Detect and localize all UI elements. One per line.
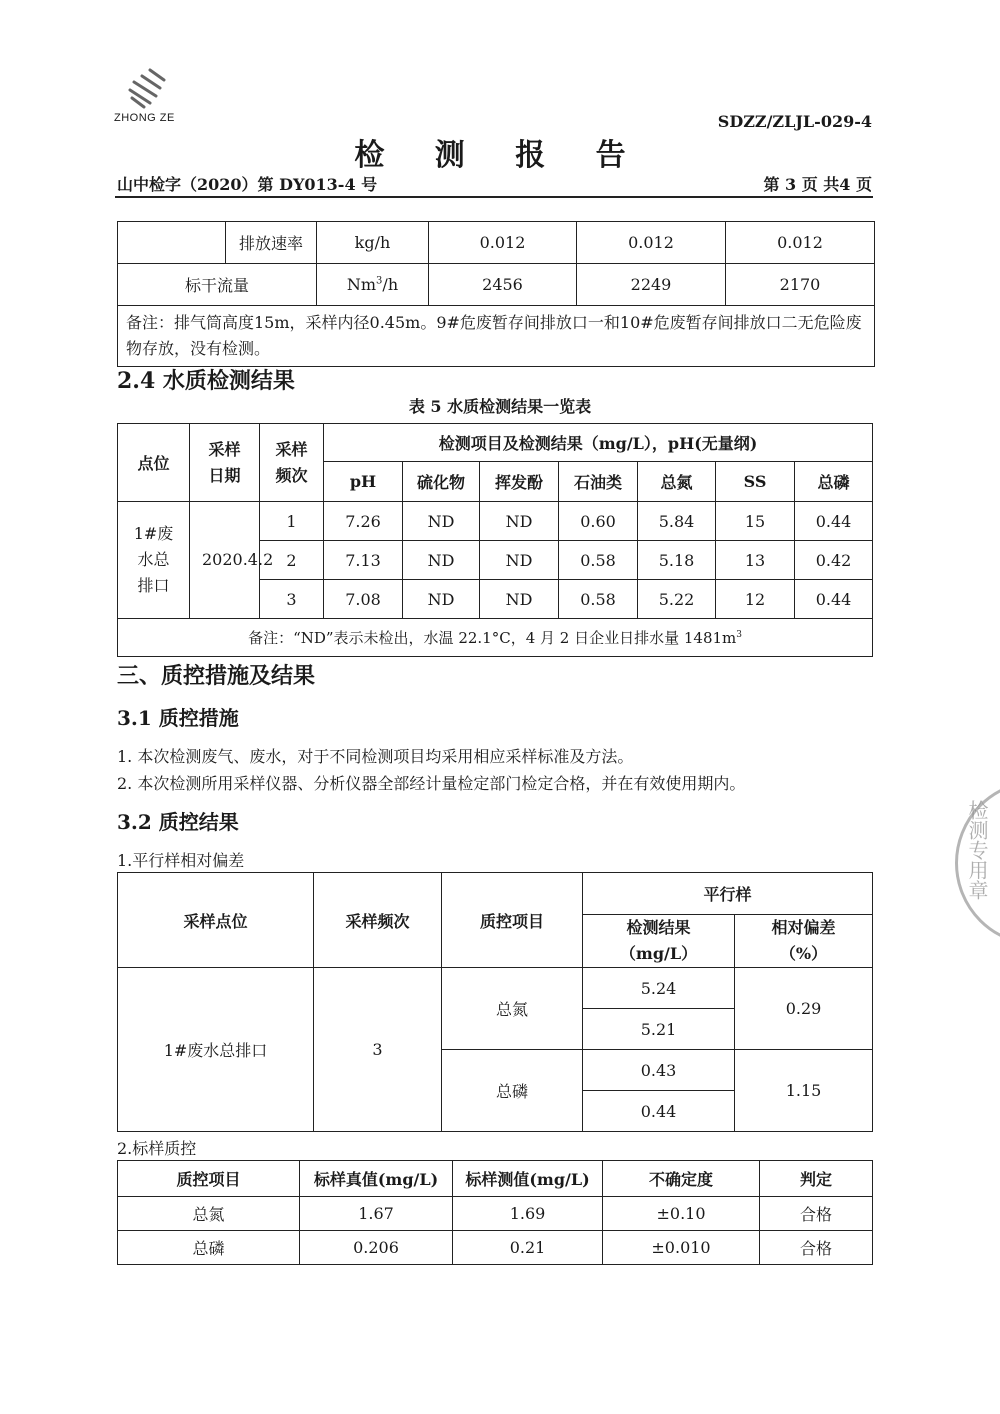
result-cell: 0.44 — [583, 1091, 735, 1132]
page-title: 检 测 报 告 — [354, 138, 646, 173]
header-date: 采样日期 — [190, 424, 260, 502]
value-cell: 15 — [716, 502, 795, 541]
unit-cell: kg/h — [317, 222, 429, 264]
value-cell: 0.206 — [300, 1231, 453, 1265]
header-col: 判定 — [760, 1161, 873, 1197]
header-col: SS — [716, 462, 795, 502]
note-sup: 3 — [736, 630, 742, 640]
parallel-label: 1.平行样相对偏差 — [117, 851, 245, 870]
freq-cell: 3 — [314, 968, 442, 1132]
standard-label: 2.标样质控 — [117, 1139, 197, 1158]
header-col: 石油类 — [559, 462, 638, 502]
gas-table-tail — [117, 221, 875, 367]
seal-text-inner: 检测专用章 — [965, 800, 989, 900]
logo-mark-icon — [120, 66, 180, 110]
header-deviation: 相对偏差（%） — [735, 915, 873, 968]
header-frequency: 采样频次 — [314, 873, 442, 968]
seal-stamp — [955, 770, 1000, 960]
value-cell: 7.08 — [324, 580, 403, 619]
header-group: 平行样 — [583, 873, 873, 915]
header-col: pH — [324, 462, 403, 502]
header-col: 挥发酚 — [480, 462, 559, 502]
qc-item-cell: 总磷 — [442, 1050, 583, 1132]
table-row — [118, 222, 875, 264]
header-frequency: 采样频次 — [260, 424, 324, 502]
result-cell: 5.24 — [583, 968, 735, 1009]
table-row — [118, 968, 873, 1009]
freq-cell: 2 — [260, 541, 324, 580]
value-cell: 0.42 — [795, 541, 873, 580]
value-cell: 2249 — [577, 264, 726, 306]
result-cell: 5.21 — [583, 1009, 735, 1050]
value-cell: 12 — [716, 580, 795, 619]
standard-sample-table — [117, 1160, 873, 1265]
header-col: 质控项目 — [118, 1161, 300, 1197]
item-cell: 标干流量 — [118, 264, 317, 306]
value-cell: ND — [480, 580, 559, 619]
header-site: 采样点位 — [118, 873, 314, 968]
value-cell: 2456 — [429, 264, 577, 306]
header-col: 总磷 — [795, 462, 873, 502]
value-cell: 0.012 — [577, 222, 726, 264]
qc-item-cell: 总磷 — [118, 1231, 300, 1265]
header-group: 检测项目及检测结果（mg/L），pH(无量纲) — [324, 424, 873, 462]
subsection-heading: 3.2 质控结果 — [117, 810, 239, 834]
qc-measure-item: 2. 本次检测所用采样仪器、分析仪器全部经计量检定部门检定合格，并在有效使用期内。 — [117, 774, 746, 793]
unit-tail: /h — [382, 275, 399, 294]
seal-text — [963, 800, 992, 900]
value-cell: 7.13 — [324, 541, 403, 580]
header-col: 标样真值(mg/L) — [300, 1161, 453, 1197]
value-cell: 1.69 — [453, 1197, 603, 1231]
value-cell: ±0.10 — [603, 1197, 760, 1231]
header-col: 总氮 — [638, 462, 716, 502]
value-cell: ND — [480, 541, 559, 580]
deviation-cell: 1.15 — [735, 1050, 873, 1132]
table-header-row — [118, 1161, 873, 1197]
item-cell: 排放速率 — [226, 222, 317, 264]
value-cell: 0.44 — [795, 580, 873, 619]
value-cell: 0.012 — [429, 222, 577, 264]
value-cell: ND — [403, 502, 480, 541]
note-main: 备注：“ND”表示未检出，水温 22.1°C，4 月 2 日企业日排水量 1481m — [248, 629, 737, 647]
table-header-row — [118, 873, 873, 915]
water-quality-table — [117, 423, 873, 657]
page-info: 第 3 页 共4 页 — [763, 175, 872, 194]
value-cell: ND — [403, 541, 480, 580]
value-cell: 7.26 — [324, 502, 403, 541]
verdict-cell: 合格 — [760, 1231, 873, 1265]
deviation-cell: 0.29 — [735, 968, 873, 1050]
header-site: 点位 — [118, 424, 190, 502]
table-caption: 表 5 水质检测结果一览表 — [408, 397, 592, 416]
value-cell: 13 — [716, 541, 795, 580]
value-cell: ±0.010 — [603, 1231, 760, 1265]
table-row — [118, 306, 875, 367]
header-col: 不确定度 — [603, 1161, 760, 1197]
table-note — [118, 619, 873, 657]
table-note: 备注：排气筒高度15m，采样内径0.45m。9#危废暂存间排放口一和10#危废暂存间排放口二无危险废物存放，没有检测。 — [118, 306, 875, 367]
value-cell: 0.21 — [453, 1231, 603, 1265]
table-row — [118, 1231, 873, 1265]
unit-sup: 3 — [376, 275, 383, 287]
qc-measure-item: 1. 本次检测废气、废水，对于不同检测项目均采用相应采样标准及方法。 — [117, 747, 634, 766]
header-col: 硫化物 — [403, 462, 480, 502]
table-header-row — [118, 424, 873, 462]
table-row — [118, 1197, 873, 1231]
table-row — [118, 264, 875, 306]
company-logo — [112, 66, 182, 126]
value-cell: ND — [480, 502, 559, 541]
value-cell: 0.44 — [795, 502, 873, 541]
site-cell: 1#废水总排口 — [118, 968, 314, 1132]
unit-base: Nm — [346, 275, 377, 294]
header-col: 标样测值(mg/L) — [453, 1161, 603, 1197]
date-cell: 2020.4.2 — [190, 502, 260, 619]
result-cell: 0.43 — [583, 1050, 735, 1091]
parallel-sample-table — [117, 872, 873, 1132]
freq-cell: 1 — [260, 502, 324, 541]
logo-text: ZHONG ZE — [114, 112, 175, 124]
value-cell: 0.012 — [726, 222, 875, 264]
empty-cell — [118, 222, 226, 264]
table-row — [118, 502, 873, 541]
verdict-cell: 合格 — [760, 1197, 873, 1231]
value-cell: 5.22 — [638, 580, 716, 619]
site-cell: 1#废水总排口 — [118, 502, 190, 619]
qc-item-cell: 总氮 — [118, 1197, 300, 1231]
value-cell: 1.67 — [300, 1197, 453, 1231]
section-heading: 三、质控措施及结果 — [117, 663, 316, 689]
value-cell: 0.58 — [559, 580, 638, 619]
table-row — [118, 619, 873, 657]
header-rule — [115, 196, 873, 198]
value-cell: 0.60 — [559, 502, 638, 541]
value-cell: 0.58 — [559, 541, 638, 580]
section-heading: 2.4 水质检测结果 — [117, 368, 295, 394]
report-number: 山中检字（2020）第 DY013-4 号 — [117, 175, 378, 194]
unit-cell — [317, 264, 429, 306]
value-cell: 5.18 — [638, 541, 716, 580]
qc-item-cell: 总氮 — [442, 968, 583, 1050]
freq-cell: 3 — [260, 580, 324, 619]
document-code: SDZZ/ZLJL-029-4 — [717, 112, 872, 131]
value-cell: 2170 — [726, 264, 875, 306]
value-cell: 5.84 — [638, 502, 716, 541]
header-qc-item: 质控项目 — [442, 873, 583, 968]
value-cell: ND — [403, 580, 480, 619]
header-result: 检测结果（mg/L） — [583, 915, 735, 968]
subsection-heading: 3.1 质控措施 — [117, 706, 239, 730]
